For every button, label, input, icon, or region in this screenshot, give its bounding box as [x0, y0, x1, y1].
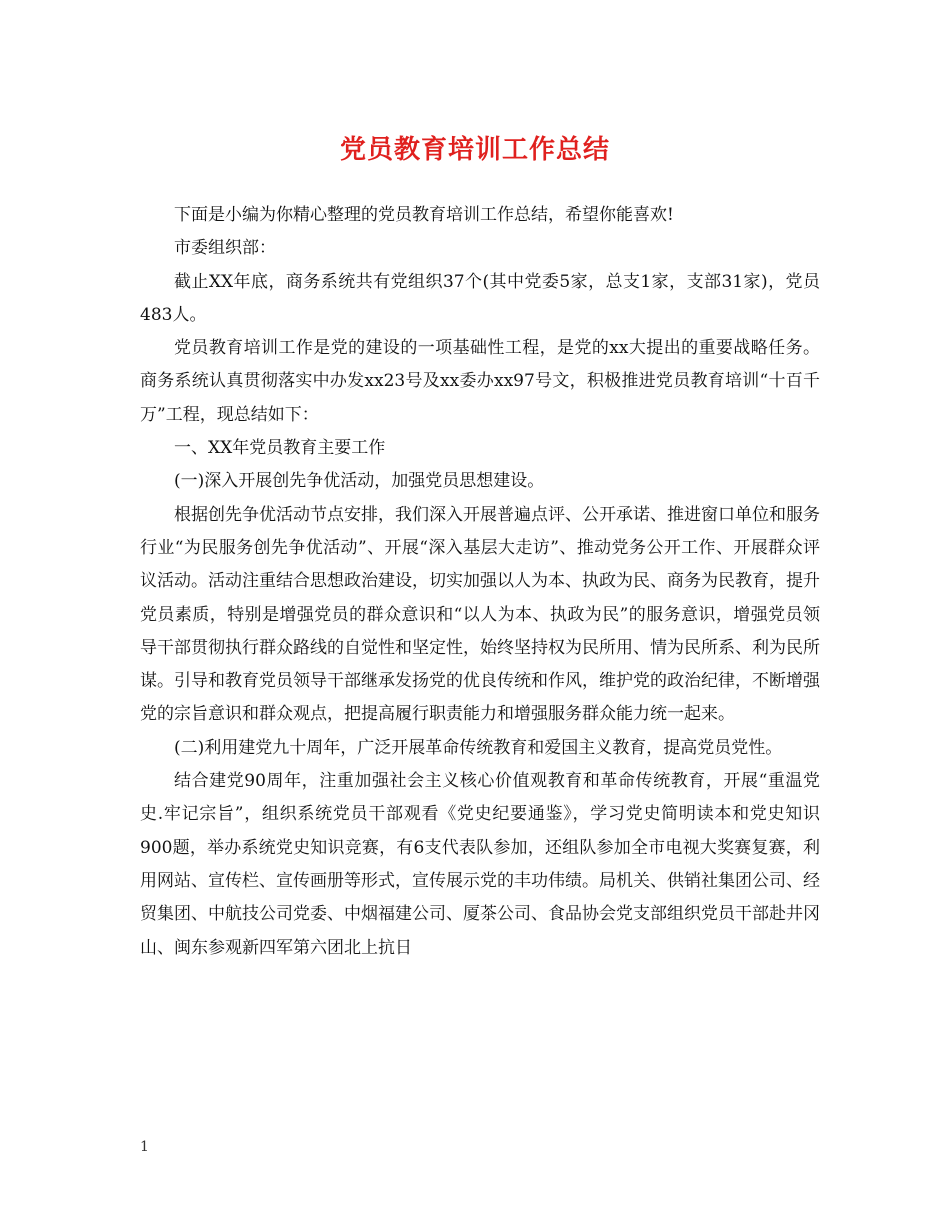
paragraph-overview: 党员教育培训工作是党的建设的一项基础性工程，是党的xx大提出的重要战略任务。商务系统认真贯彻落实中办发xx23号及xx委办xx97号文，积极推进党员教育培训“十百千万”工程，现总结如下： — [140, 338, 820, 425]
subsection-heading-1: (一)深入开展创先争优活动，加强党员思想建设。 — [174, 471, 545, 492]
paragraph-anniversary-details: 结合建党90周年，注重加强社会主义核心价值观教育和革命传统教育，开展“重温党史.牢记宗旨”，组织系统党员干部观看《党史纪要通鉴》，学习党史简明读本和党史知识900题，举办系统党史知识竞赛，有6支代表队参加，还组队参加全市电视大奖赛复赛，利用网站、宣传栏、宣传画册等形式，宣传展示党的丰功伟绩。局机关、供销社集团公司、经贸集团、中航技公司党委、中烟福建公司、厦茶公司、食品协会党支部组织党员干部赴井冈山、闽东参观新四军第六团北上抗日 — [140, 771, 820, 958]
paragraph-statistics: 截止XX年底，商务系统共有党组织37个(其中党委5家，总支1家，支部31家)，党员483人。 — [140, 271, 820, 325]
document-body — [140, 199, 820, 965]
document-title: 党员教育培训工作总结 — [339, 135, 610, 165]
section-heading-1: 一、XX年党员教育主要工作 — [174, 438, 386, 459]
subsection-heading-2: (二)利用建党九十周年，广泛开展革命传统教育和爱国主义教育，提高党员党性。 — [174, 737, 783, 758]
paragraph-intro: 下面是小编为你精心整理的党员教育培训工作总结，希望你能喜欢! — [174, 205, 674, 225]
paragraph-recipient: 市委组织部： — [174, 238, 276, 259]
paragraph-activity-details: 根据创先争优活动节点安排，我们深入开展普遍点评、公开承诺、推进窗口单位和服务行业“为民服务创先争优活动”、开展“深入基层大走访”、推动党务公开工作、开展群众评议活动。活动注重结合思想政治建设，切实加强以人为本、执政为民、商务为民教育，提升党员素质，特别是增强党员的群众意识和“以人为本、执政为民”的服务意识，增强党员领导干部贯彻执行群众路线的自觉性和坚定性，始终坚持权为民所用、情为民所系、利为民所谋。引导和教育党员领导干部继承发扬党的优良传统和作风，维护党的政治纪律，不断增强党的宗旨意识和群众观点，把提高履行职责能力和增强服务群众能力统一起来。 — [140, 504, 820, 725]
page-number: 1 — [140, 1139, 149, 1155]
